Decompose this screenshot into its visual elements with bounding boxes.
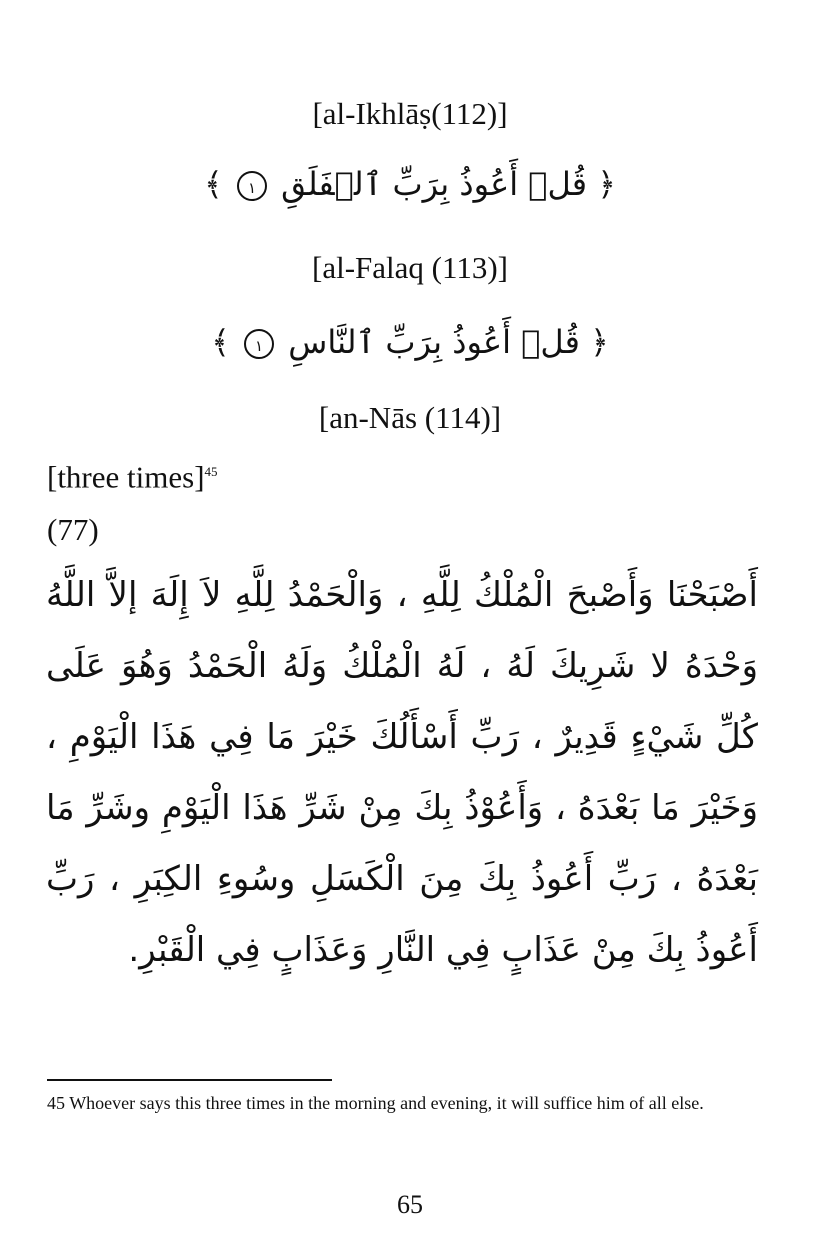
footnote xyxy=(47,1091,759,1115)
verse-falaq xyxy=(0,160,820,208)
verse-number-marker: ١ xyxy=(237,171,267,201)
ornate-bracket-close: ﴾ xyxy=(211,323,230,361)
instruction-text: [three times] xyxy=(47,459,205,495)
ornate-bracket-open: ﴿ xyxy=(590,323,609,361)
ornate-bracket-open: ﴿ xyxy=(597,165,616,203)
surah-reference-ikhlas: [al-Ikhlāṣ(112)] xyxy=(312,96,508,131)
page-number: 65 xyxy=(397,1190,423,1219)
footnote-reference: 45 xyxy=(204,464,218,479)
surah-reference-nas: [an-Nās (114)] xyxy=(318,400,502,435)
footnote-divider xyxy=(47,1079,332,1081)
footnote-number: 45 xyxy=(47,1093,65,1113)
verse-number-marker: ١ xyxy=(244,329,274,359)
repetition-instruction xyxy=(47,452,218,497)
item-number: (77) xyxy=(47,512,99,547)
surah-reference-falaq: [al-Falaq (113)] xyxy=(312,250,508,285)
verse-text-falaq: قُلۡ أَعُوذُ بِرَبِّ ٱلۡفَلَقِ xyxy=(281,165,588,203)
footnote-text: Whoever says this three times in the morning and evening, it will suffice him of all else. xyxy=(69,1093,704,1113)
verse-nas xyxy=(0,318,820,366)
ornate-bracket-close: ﴾ xyxy=(204,165,223,203)
dua-text: أَصْبَحْنَا وَأَصْبحَ الْمُلْكُ لِلَّهِ ، وَالْحَمْدُ لِلَّهِ لاَ إِلَهَ إلاَّ اللَّهُ وَحْدَهُ لا شَرِيكَ لَهُ ، لَهُ الْمُلْكُ وَلَهُ الْحَمْدُ وَهُوَ عَلَى كُلِّ شَيْءٍ قَدِيرٌ ، رَبِّ أَسْأَلُكَ خَيْرَ مَا فِي هَذَا الْيَوْمِ ، وَخَيْرَ مَا بَعْدَهُ ، وَأَعُوْذُ بِكَ مِنْ شَرِّ هَذَا الْيَوْمِ وشَرِّ مَا بَعْدَهُ ، رَبِّ أَعُوذُ بِكَ مِنَ الْكَسَلِ وسُوءِ الكِبَرِ ، رَبِّ أَعُوذُ بِكَ مِنْ عَذَابٍ فِي النَّارِ وَعَذَابٍ فِي الْقَبْرِ. xyxy=(46,575,758,970)
verse-text-nas: قُلۡ أَعُوذُ بِرَبِّ ٱلنَّاسِ xyxy=(288,323,580,361)
